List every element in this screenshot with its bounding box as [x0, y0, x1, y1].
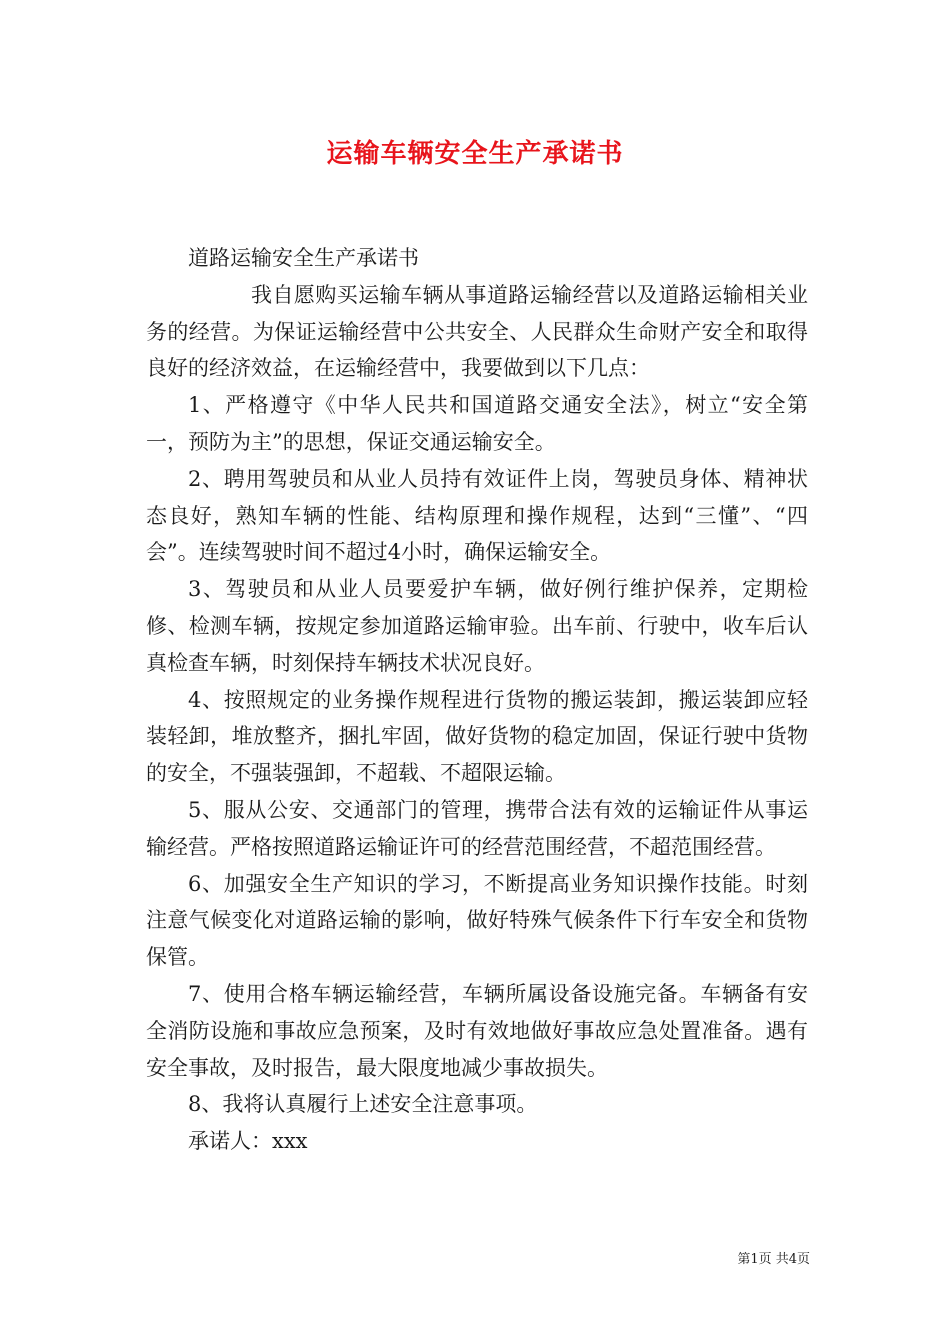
document-subtitle: 道路运输安全生产承诺书 [188, 246, 419, 270]
commitment-item-2: 2、聘用驾驶员和从业人员持有效证件上岗，驾驶员身体、精神状态良好，熟知车辆的性能、结构原理和操作规程，达到“三懂”、“四会”。连续驾驶时间不超过4小时，确保运输安全。 [146, 466, 808, 565]
commitment-item-6: 6、加强安全生产知识的学习，不断提高业务知识操作技能。时刻注意气候变化对道路运输的影响，做好特殊气候条件下行车安全和货物保管。 [146, 871, 808, 970]
commitment-item-4: 4、按照规定的业务操作规程进行货物的搬运装卸，搬运装卸应轻装轻卸，堆放整齐，捆扎牢固，做好货物的稳定加固，保证行驶中货物的安全，不强装强卸，不超载、不超限运输。 [146, 687, 808, 786]
signature-line: 承诺人：xxx [188, 1129, 308, 1154]
intro-paragraph: 我自愿购买运输车辆从事道路运输经营以及道路运输相关业务的经营。为保证运输经营中公共安全、人民群众生命财产安全和取得良好的经济效益，在运输经营中，我要做到以下几点： [146, 282, 808, 381]
document-body [146, 240, 808, 1160]
commitment-item-3: 3、驾驶员和从业人员要爱护车辆，做好例行维护保养，定期检修、检测车辆，按规定参加道路运输审验。出车前、行驶中，收车后认真检查车辆，时刻保持车辆技术状况良好。 [146, 577, 808, 675]
commitment-item-1: 1、严格遵守《中华人民共和国道路交通安全法》，树立“安全第一，预防为主”的思想，保证交通运输安全。 [146, 393, 808, 454]
commitment-item-8: 8、我将认真履行上述安全注意事项。 [188, 1092, 538, 1117]
commitment-item-5: 5、服从公安、交通部门的管理，携带合法有效的运输证件从事运输经营。严格按照道路运输证许可的经营范围经营，不超范围经营。 [146, 797, 808, 859]
document-title: 运输车辆安全生产承诺书 [326, 139, 624, 169]
page-number: 第1页 共4页 [737, 1252, 810, 1267]
commitment-item-7: 7、使用合格车辆运输经营，车辆所属设备设施完备。车辆备有安全消防设施和事故应急预案，及时有效地做好事故应急处置准备。遇有安全事故，及时报告，最大限度地减少事故损失。 [146, 981, 808, 1080]
